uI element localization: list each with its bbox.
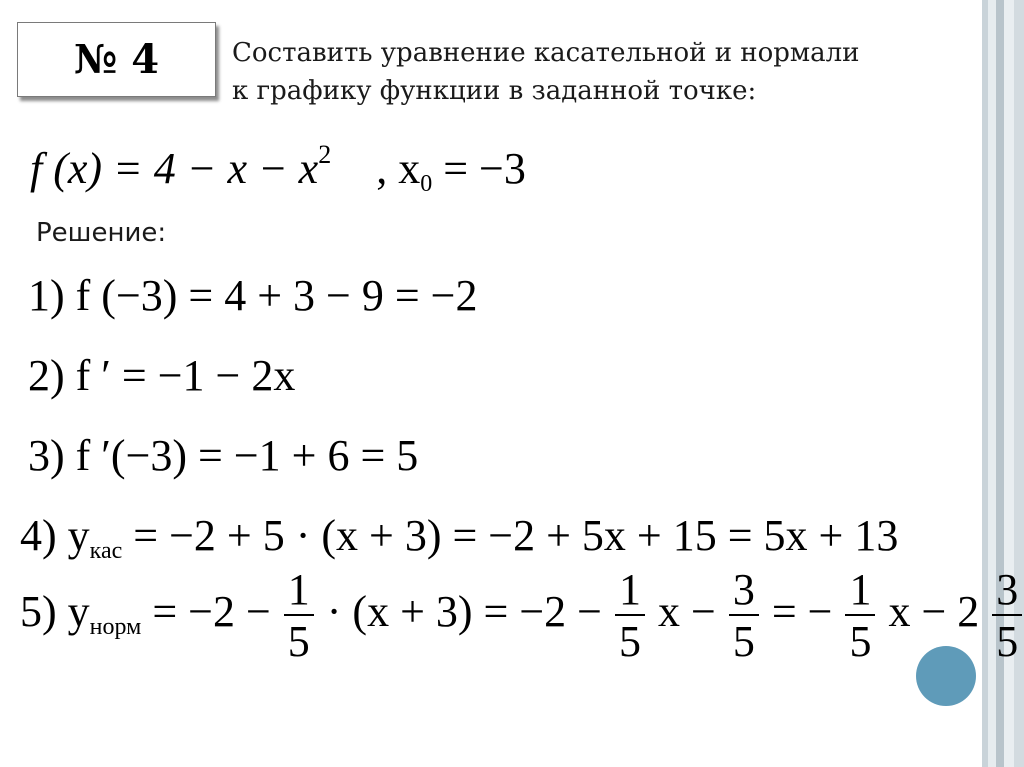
task-line-2: к графику функции в заданной точке:: [232, 76, 757, 106]
fraction-one-fifth: $\frac{1}{5}$: [284, 568, 314, 664]
step-5-part-e: x − 2: [888, 587, 980, 637]
step-5-prefix: 5) y: [20, 587, 90, 637]
task-line-1: Составить уравнение касательной и нормали: [232, 38, 860, 68]
step-1: 1) f (−3) = 4 + 3 − 9 = −2: [28, 271, 478, 320]
step-4-prefix: 4) y: [20, 511, 90, 560]
step-3: 3) f ′(−3) = −1 + 6 = 5: [28, 431, 419, 480]
step-4-rest: = −2 + 5 · (x + 3) = −2 + 5x + 15 = 5x + 13: [122, 511, 899, 560]
point-value: = −3: [432, 144, 526, 193]
step-5-subscript: норм: [89, 614, 142, 641]
function-expression: f (x) = 4 − x − x: [30, 144, 319, 193]
fraction-three-fifths: $\frac{3}{5}$: [992, 568, 1022, 664]
step-5-part-b: · (x + 3) = −2 −: [326, 587, 613, 637]
solution-label: Решение:: [36, 218, 167, 248]
task-statement: [232, 34, 860, 110]
fraction-three-fifths: $\frac{3}{5}$: [729, 568, 759, 664]
step-4: [20, 510, 898, 565]
step-4-subscript: кас: [89, 538, 123, 564]
step-5-part-d: = −: [771, 587, 844, 637]
task-number: № 4: [73, 36, 160, 83]
step-5-part-a: = −2 −: [141, 587, 282, 637]
step-5-part-c: x −: [658, 587, 727, 637]
decorative-circle: [916, 646, 976, 706]
point-subscript: 0: [420, 171, 433, 197]
step-5: [20, 565, 1024, 666]
step-2: 2) f ′ = −1 − 2x: [28, 351, 296, 400]
function-formula: [30, 140, 526, 198]
fraction-one-fifth: $\frac{1}{5}$: [615, 568, 645, 664]
task-number-box: [17, 22, 216, 97]
function-exponent: 2: [318, 140, 332, 169]
fraction-one-fifth: $\frac{1}{5}$: [845, 568, 875, 664]
point-prefix: , x: [376, 144, 421, 193]
